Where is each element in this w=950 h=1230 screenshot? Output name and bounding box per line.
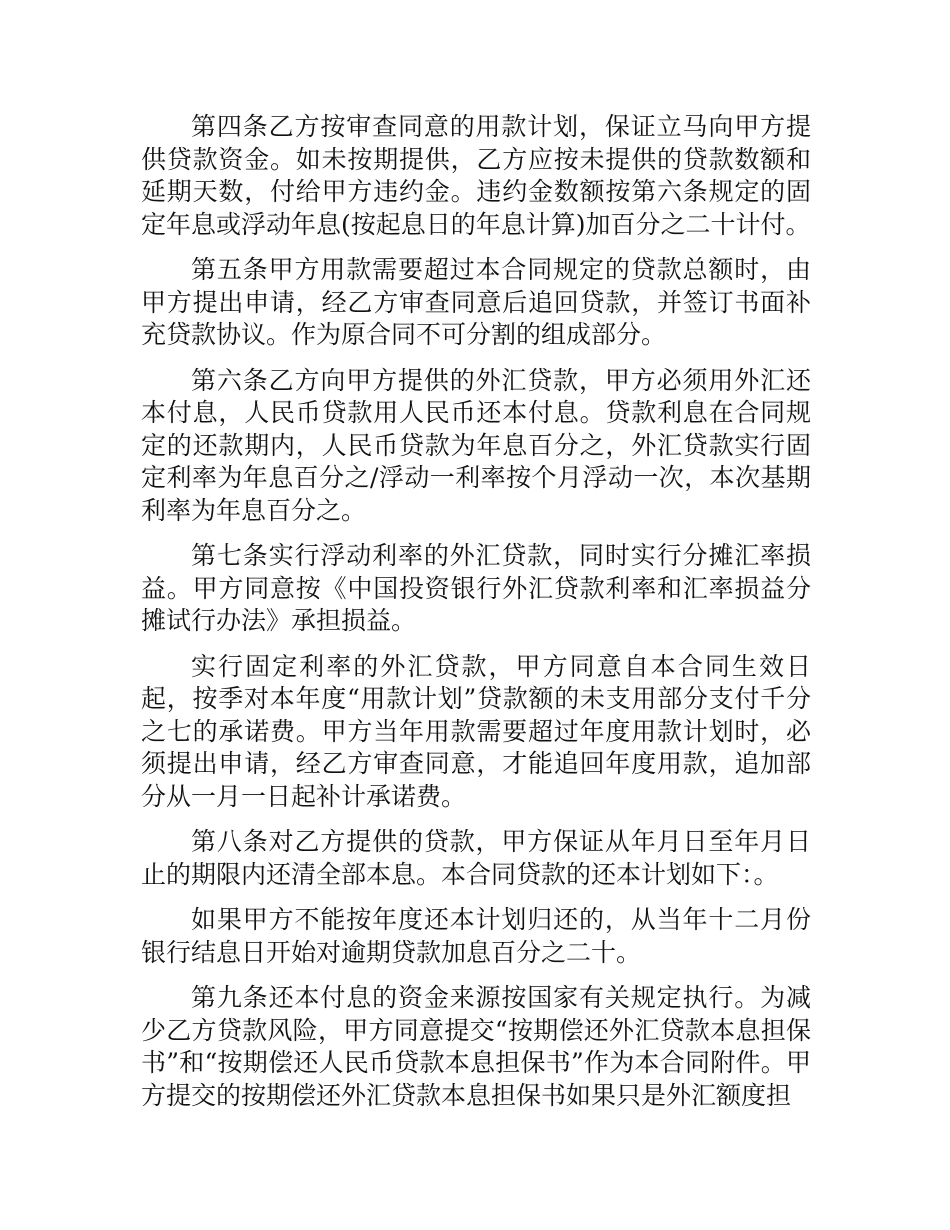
paragraph-fixed-rate: 实行固定利率的外汇贷款，甲方同意自本合同生效日起，按季对本年度“用款计划”贷款额的未支用部分支付千分之七的承诺费。甲方当年用款需要超过年度用款计划时，必须提出申请，经乙方审查同意，才能追回年度用款，追加部分从一月一日起补计承诺费。 [141,651,811,811]
document-body [141,111,811,1125]
paragraph-article-9: 第九条还本付息的资金来源按国家有关规定执行。为减少乙方贷款风险，甲方同意提交“按期偿还外汇贷款本息担保书”和“按期偿还人民币贷款本息担保书”作为本合同附件。甲方提交的按期偿还外汇贷款本息担保书如果只是外汇额度担 [141,983,811,1110]
paragraph-article-6: 第六条乙方向甲方提供的外汇贷款，甲方必须用外汇还本付息，人民币贷款用人民币还本付息。贷款利息在合同规定的还款期内，人民币贷款为年息百分之，外汇贷款实行固定利率为年息百分之/浮动一利率按个月浮动一次，本次基期利率为年息百分之。 [141,365,811,525]
paragraph-overdue-interest: 如果甲方不能按年度还本计划归还的，从当年十二月份银行结息日开始对逾期贷款加息百分之二十。 [141,905,811,967]
paragraph-article-4: 第四条乙方按审查同意的用款计划，保证立马向甲方提供贷款资金。如未按期提供，乙方应按未提供的贷款数额和延期天数，付给甲方违约金。违约金数额按第六条规定的固定年息或浮动年息(按起息日的年息计算)加百分之二十计付。 [141,112,811,239]
paragraph-article-8: 第八条对乙方提供的贷款，甲方保证从年月日至年月日止的期限内还清全部本息。本合同贷款的还本计划如下：。 [141,827,811,889]
paragraph-article-5: 第五条甲方用款需要超过本合同规定的贷款总额时，由甲方提出申请，经乙方审查同意后追回贷款，并签订书面补充贷款协议。作为原合同不可分割的组成部分。 [141,255,811,349]
paragraph-article-7: 第七条实行浮动利率的外汇贷款，同时实行分摊汇率损益。甲方同意按《中国投资银行外汇贷款利率和汇率损益分摊试行办法》承担损益。 [141,541,811,635]
